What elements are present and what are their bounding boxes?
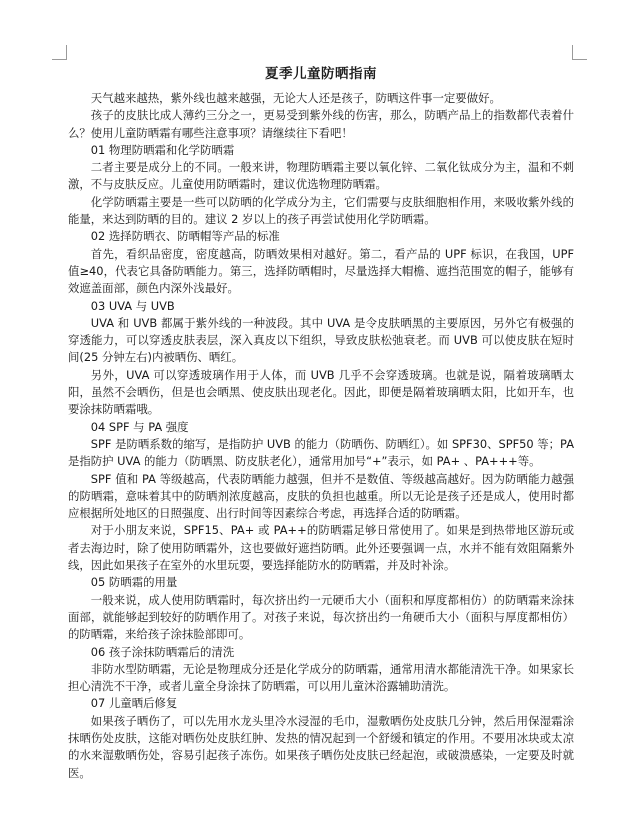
document-blocks xyxy=(68,90,574,782)
paragraph: SPF 值和 PA 等级越高，代表防晒能力越强，但并不是数值、等级越高越好。因为防晒能力越强的防晒霜，意味着其中的防晒剂浓度越高，皮肤的负担也越重。所以无论是孩子还是成人，使用时都应根据所处地区的日照强度、出行时间等因素综合考虑，再选择合适的防晒霜。 xyxy=(68,471,574,521)
paragraph: 二者主要是成分上的不同。一般来讲，物理防晒霜主要以氧化锌、二氧化钛成分为主，温和不刺激，不与皮肤反应。儿童使用防晒霜时，建议优选物理防晒霜。 xyxy=(68,160,574,192)
paragraph: 一般来说，成人使用防晒霜时，每次挤出约一元硬币大小（面积和厚度都相仿）的防晒霜来涂抹面部，就能够起到较好的防晒作用了。对孩子来说，每次挤出约一角硬币大小（面积与厚度都相仿）的防晒霜，来给孩子涂抹脸部即可。 xyxy=(68,592,574,642)
paragraph: 化学防晒霜主要是一些可以防晒的化学成分为主，它们需要与皮肤细胞相作用，来吸收紫外线的能量，来达到防晒的目的。建议 2 岁以上的孩子再尝试使用化学防晒霜。 xyxy=(68,194,574,227)
paragraph: 天气越来越热，紫外线也越来越强，无论大人还是孩子，防晒这件事一定要做好。 xyxy=(90,91,501,105)
paragraph: 孩子的皮肤比成人薄约三分之一，更易受到紫外线的伤害，那么，防晒产品上的指数都代表着什么？使用儿童防晒霜有哪些注意事项？请继续往下看吧！ xyxy=(68,108,574,140)
document-body xyxy=(68,60,574,782)
page-corner-mark-top-left xyxy=(52,45,67,60)
page-corner-mark-top-right xyxy=(572,45,587,60)
paragraph: 首先，看织品密度，密度越高，防晒效果相对越好。第二，看产品的 UPF 标识，在我国，UPF 值≥40，代表它具备防晒能力。第三，选择防晒帽时，尽量选择大帽檐、遮挡范围宽的帽子，能够有效遮盖面部，颜色内深外浅最好。 xyxy=(68,246,574,296)
document-title: 夏季儿童防晒指南 xyxy=(265,66,377,82)
section-heading: 05 防晒霜的用量 xyxy=(90,575,178,590)
paragraph: 另外，UVA 可以穿透玻璃作用于人体，而 UVB 几乎不会穿透玻璃。也就是说，隔着玻璃晒太阳，虽然不会晒伤，但是也会晒黑、使皮肤出现老化。因此，即便是隔着玻璃晒太阳，比如开车，也要涂抹防晒霜哦。 xyxy=(68,367,574,417)
paragraph: SPF 是防晒系数的缩写，是指防护 UVB 的能力（防晒伤、防晒红）。如 SPF30、SPF50 等；PA 是指防护 UVA 的能力（防晒黑、防皮肤老化），通常用加号“+”表示，如 PA+ 、PA+++等。 xyxy=(68,436,574,469)
section-heading: 04 SPF 与 PA 强度 xyxy=(90,419,189,434)
paragraph: 对于小朋友来说，SPF15、PA+ 或 PA++的防晒霜足够日常使用了。如果是到热带地区游玩或者去海边时，除了使用防晒霜外，这也要做好遮挡防晒。此外还要强调一点，水并不能有效阻隔紫外线，因此如果孩子在室外的水里玩耍，要选择能防水的防晒霜，并及时补涂。 xyxy=(68,523,574,573)
section-heading: 06 孩子涂抹防晒霜后的清洗 xyxy=(90,644,235,659)
section-heading: 03 UVA 与 UVB xyxy=(90,298,175,313)
paragraph: 非防水型防晒霜，无论是物理成分还是化学成分的防晒霜，通常用清水都能清洗干净。如果家长担心清洗不干净，或者儿童全身涂抹了防晒霜，可以用儿童沐浴露辅助清洗。 xyxy=(68,661,574,694)
paragraph: 如果孩子晒伤了，可以先用水龙头里冷水浸湿的毛巾，湿敷晒伤处皮肤几分钟，然后用保湿霜涂抹晒伤处皮肤，这能对晒伤处皮肤红肿、发热的情况起到一个舒缓和镇定的作用。不要用冰块或太凉的水来湿敷晒伤处，容易引起孩子冻伤。如果孩子晒伤处皮肤已经起泡，或破溃感染，一定要及时就医。 xyxy=(68,713,574,780)
section-heading: 07 儿童晒后修复 xyxy=(90,696,178,711)
section-heading: 02 选择防晒衣、防晒帽等产品的标准 xyxy=(90,229,280,244)
section-heading: 01 物理防晒霜和化学防晒霜 xyxy=(90,142,235,157)
paragraph: UVA 和 UVB 都属于紫外线的一种波段。其中 UVA 是令皮肤晒黑的主要原因，另外它有极强的穿透能力，可以穿透皮肤表层，深入真皮以下组织，导致皮肤松弛衰老。而 UVB 可以使皮肤在短时间(25 分钟左右)内被晒伤、晒红。 xyxy=(68,315,574,365)
